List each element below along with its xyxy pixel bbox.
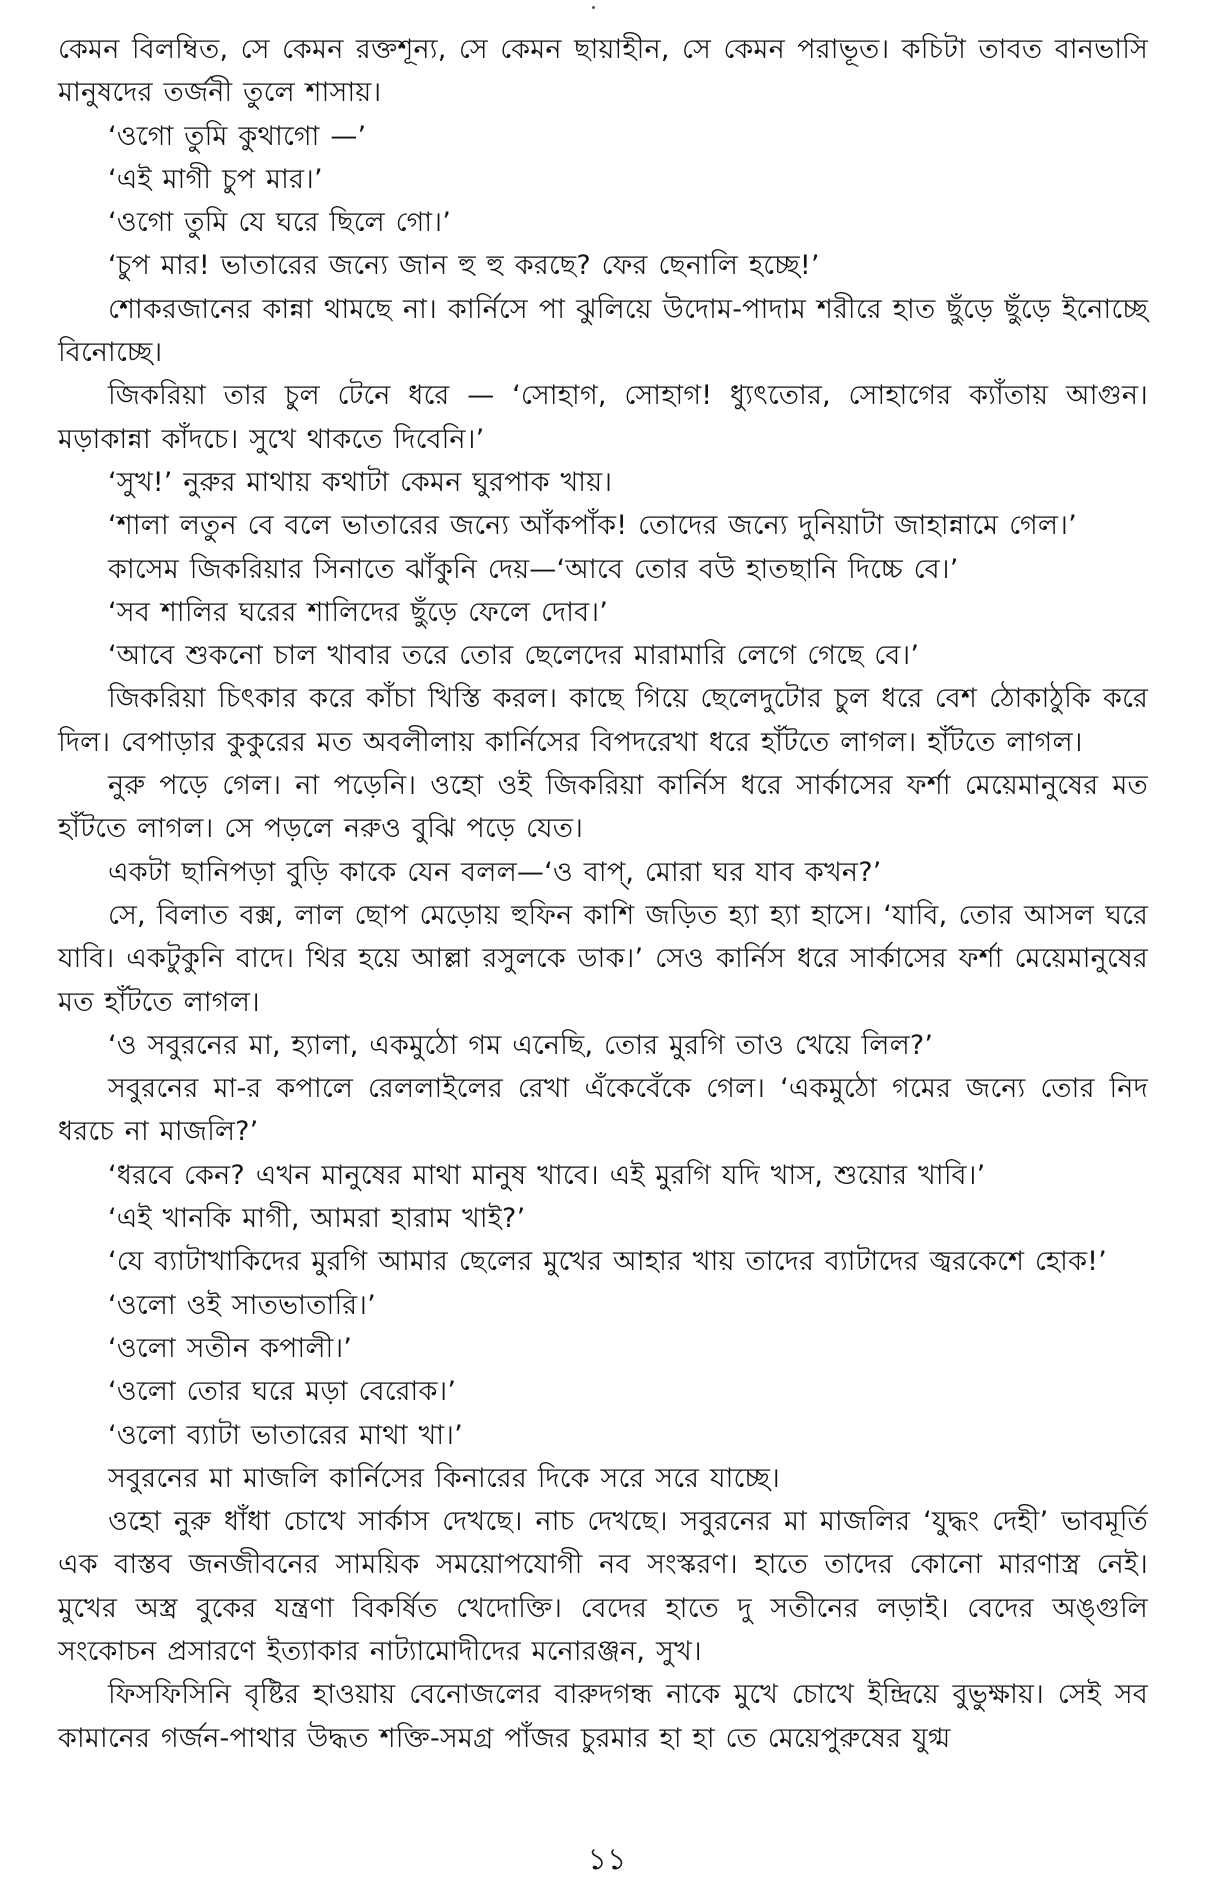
paragraph: কাসেম জিকরিয়ার সিনাতে ঝাঁকুনি দেয়—‘আবে তোর বউ হাতছানি দিচ্চে বে।’ — [108, 553, 959, 585]
paragraph: নুরু পড়ে গেল। না পড়েনি। ওহো ওই জিকরিয়া কার্নিস ধরে সার্কাসের ফর্শা মেয়েমানুষের মত হাঁটতে লাগল। সে পড়লে নরুও বুঝি পড়ে যেত। — [58, 770, 1148, 845]
dialogue-line: ‘ওগো তুমি যে ঘরে ছিলে গো।’ — [108, 207, 451, 239]
dialogue-line: ‘ধরবে কেন? এখন মানুষের মাথা মানুষ খাবে। এই মুরগি যদি খাস, শুয়োর খাবি।’ — [108, 1159, 986, 1191]
dialogue-line: ‘ও সবুরনের মা, হ্যালা, একমুঠো গম এনেছি, তোর মুরগি তাও খেয়ে লিল?’ — [108, 1029, 934, 1061]
paragraph: শোকরজানের কান্না থামছে না। কার্নিসে পা ঝুলিয়ে উদোম-পাদাম শরীরে হাত ছুঁড়ে ছুঁড়ে ইনোচ্ছে বিনোচ্ছে। — [58, 293, 1148, 369]
paragraph: ফিসফিসিনি বৃষ্টির হাওয়ায় বেনোজলের বারুদগন্ধ নাকে মুখে চোখে ইন্দ্রিয়ে বুভুক্ষায়। সেই সব কামানের গর্জন-পাথার উদ্ধত শক্তি-সমগ্র পাঁজর চুরমার হা হা তে মেয়েপুরুষের যুগ্ম — [58, 1679, 1148, 1754]
paragraph: সে, বিলাত বক্স, লাল ছোপ মেড়োয় হুফিন কাশি জড়িত হ্যা হ্যা হাসে। ‘যাবি, তোর আসল ঘরে যাবি। একটুকুনি বাদে। থির হয়ে আল্লা রসুলকে ডাক।’ সেও কার্নিস ধরে সার্কাসের ফর্শা মেয়েমানুষের মত হাঁটতে লাগল। — [58, 899, 1148, 1018]
paragraph: জিকরিয়া চিৎকার করে কাঁচা খিস্তি করল। কাছে গিয়ে ছেলেদুটোর চুল ধরে বেশ ঠোকাঠুকি করে দিল। বেপাড়ার কুকুরের মত অবলীলায় কার্নিসের বিপদরেখা ধরে হাঁটতে লাগল। হাঁটতে লাগল। — [58, 683, 1148, 758]
dialogue-line: ‘যে ব্যাটাখাকিদের মুরগি আমার ছেলের মুখের আহার খায় তাদের ব্যাটাদের জ্বরকেশে হোক!’ — [108, 1246, 1107, 1278]
paragraph: একটা ছানিপড়া বুড়ি কাকে যেন বলল—‘ও বাপ্, মোরা ঘর যাব কখন?’ — [108, 856, 882, 888]
dialogue-line: ‘এই খানকি মাগী, আমরা হারাম খাই?’ — [108, 1203, 526, 1235]
dialogue-line: ‘ওলো ব্যাটা ভাতারের মাথা খা।’ — [108, 1419, 463, 1451]
paragraph: জিকরিয়া তার চুল টেনে ধরে — ‘সোহাগ, সোহাগ! ধ্যুৎতোর, সোহাগের ক্যাঁতায় আগুন। মড়াকান্না কাঁদচে। সুখে থাকতে দিবেনি।’ — [58, 380, 1148, 455]
page-number: ১১ — [587, 1842, 627, 1877]
dialogue-line: ‘চুপ মার! ভাতারের জন্যে জান হু হু করছে? ফের ছেনালি হচ্ছে!’ — [108, 250, 820, 282]
dialogue-line: ‘সব শালির ঘরের শালিদের ছুঁড়ে ফেলে দোব।’ — [108, 596, 608, 628]
dialogue-line: ‘শালা লতুন বে বলে ভাতারের জন্যে আঁকপাঁক! তোদের জন্যে দুনিয়াটা জাহান্নামে গেল।’ — [108, 510, 1077, 542]
dialogue-line: ‘ওলো তোর ঘরে মড়া বেরোক।’ — [108, 1376, 457, 1408]
paragraph: সবুরনের মা-র কপালে রেললাইলের রেখা এঁকেবেঁকে গেল। ‘একমুঠো গমের জন্যে তোর নিদ ধরচে না মাজলি?’ — [58, 1073, 1148, 1148]
dialogue-line: ‘ওগো তুমি কুথাগো —’ — [108, 120, 367, 152]
paragraph: ‘সুখ!’ নুরুর মাথায় কথাটা কেমন ঘুরপাক খায়। — [108, 466, 613, 498]
paragraph: সবুরনের মা মাজলি কার্নিসের কিনারের দিকে সরে সরে যাচ্ছে। — [108, 1462, 781, 1494]
print-speck — [592, 6, 595, 9]
dialogue-line: ‘ওলো ওই সাতভাতারি।’ — [108, 1289, 376, 1321]
dialogue-line: ‘ওলো সতীন কপালী।’ — [108, 1332, 353, 1364]
paragraph: ওহো নুরু ধাঁধা চোখে সার্কাস দেখছে। নাচ দেখছে। সবুরনের মা মাজলির ‘যুদ্ধং দেহী’ ভাবমূর্তি এক বাস্তব জনজীবনের সাময়িক সময়োপযোগী নব সংস্করণ। হাতে তাদের কোনো মারণাস্ত্র নেই। মুখের অস্ত্র বুকের যন্ত্রণা বিকর্ষিত খেদোক্তি। বেদের হাতে দু সতীনের লড়াই। বেদের অঙ্গুলি সংকোচন প্রসারণে ইত্যাকার নাট্যামোদীদের মনোরঞ্জন, সুখ। — [58, 1506, 1148, 1667]
dialogue-line: ‘এই মাগী চুপ মার।’ — [108, 163, 323, 195]
book-page-text — [58, 28, 1148, 1828]
dialogue-line: ‘আবে শুকনো চাল খাবার তরে তোর ছেলেদের মারামারি লেগে গেছে বে।’ — [108, 640, 920, 672]
paragraph-continuation: কেমন বিলম্বিত, সে কেমন রক্তশূন্য, সে কেমন ছায়াহীন, সে কেমন পরাভূত। কচিটা তাবত বানভাসি মানুষদের তর্জনী তুলে শাসায়। — [58, 34, 1148, 109]
